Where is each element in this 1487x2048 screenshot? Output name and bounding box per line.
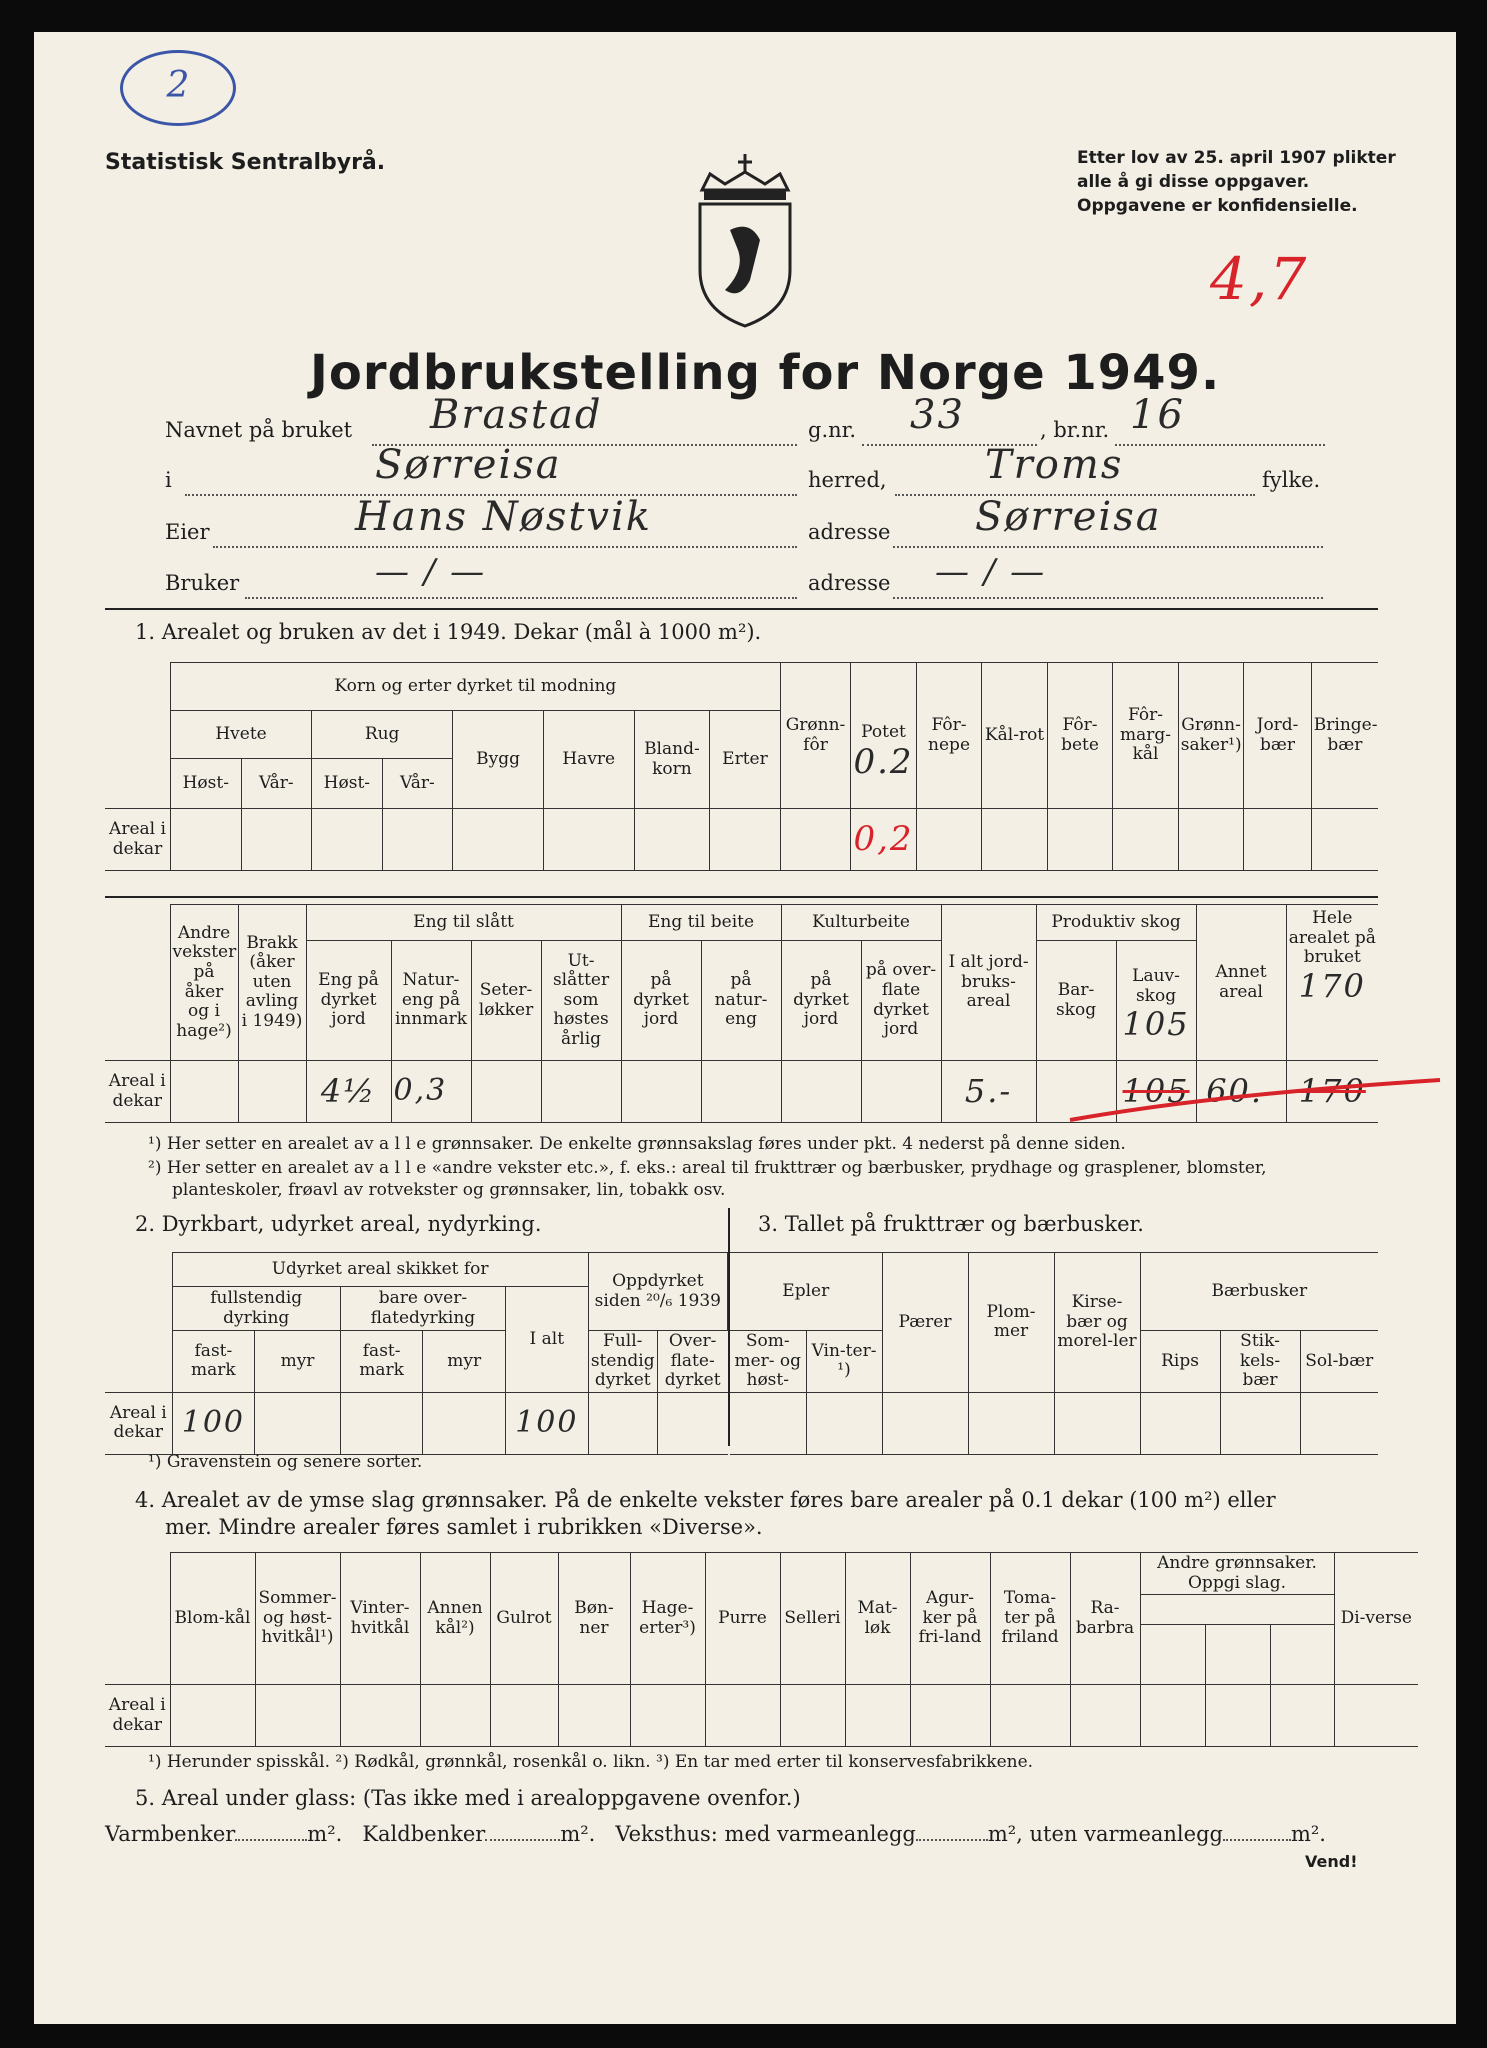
- s1-col-erter: Erter: [710, 711, 781, 809]
- rule-top: [105, 608, 1378, 610]
- s3-epler: Epler: [730, 1253, 882, 1331]
- brnr-value: 16: [1130, 392, 1185, 438]
- s4-col-6: Hage-erter³): [630, 1553, 705, 1685]
- bruker-adresse-line: [893, 597, 1323, 599]
- s4-heading-1: 4. Arealet av de ymse slag grønnsaker. På de enkelte vekster føres bare arealer på 0.1 dekar (100 m²) eller: [135, 1488, 1276, 1512]
- s1-natur-value: [391, 1061, 471, 1123]
- navnet-value: Brastad: [430, 392, 603, 438]
- s1-rug-var: Vår-: [382, 759, 453, 809]
- s1-col-eng-dyrket: Eng på dyrket jord: [306, 941, 391, 1061]
- s1-col-ialt: I alt jord-bruks-areal: [941, 905, 1036, 1061]
- s1-col-kultur-dyrket: på dyrket jord: [781, 941, 861, 1061]
- s5-veksthus-label: Veksthus: med varmeanlegg: [615, 1822, 916, 1846]
- vend-label: Vend!: [1305, 1852, 1358, 1871]
- fn-1: ¹) Her setter en arealet av a l l e grønnsaker. De enkelte grønnsakslag føres under pkt. 4 nederst på denne siden.: [148, 1134, 1126, 1154]
- s1-rug-host: Høst-: [312, 759, 383, 809]
- s1-col-brakk: Brakk (åker uten avling i 1949): [238, 905, 306, 1061]
- s1-table-a: [105, 662, 1378, 871]
- s1-heading: 1. Arealet og bruken av det i 1949. Dekar (mål à 1000 m²).: [135, 620, 762, 644]
- s1-col-bygg: Bygg: [453, 711, 544, 809]
- s4-col-5: Bøn-ner: [558, 1553, 630, 1685]
- s1-rug: Rug: [312, 711, 453, 759]
- s1-col-andre: Andre vekster på åker og i hage²): [170, 905, 238, 1061]
- s1-hele-above: 170: [1298, 966, 1366, 1005]
- s1-col-potet: [851, 663, 917, 809]
- brnr-label: , br.nr.: [1040, 418, 1110, 442]
- s2-oppdyrket: Oppdyrket siden ²⁰/₆ 1939: [588, 1253, 727, 1331]
- s2-table: [105, 1252, 728, 1455]
- s1-col-bringebaer: Bringe-bær: [1311, 663, 1378, 809]
- s1-hele-value-text: 170: [1298, 1072, 1366, 1111]
- s2-col-fastmark-1: fast-mark: [172, 1331, 255, 1393]
- fylke-label: fylke.: [1262, 468, 1321, 492]
- s1-col-blandkorn: Bland-korn: [634, 711, 710, 809]
- s1-eng-value-text: 4½: [320, 1072, 377, 1111]
- s5-kald-label: Kaldbenker: [362, 1822, 486, 1846]
- s3-col-solbaer: Sol-bær: [1300, 1331, 1378, 1393]
- gnr-label: g.nr.: [808, 418, 857, 442]
- bruker-value: — / —: [375, 552, 487, 592]
- s1-col-forbete: Fôr-bete: [1047, 663, 1113, 809]
- bruker-label: Bruker: [165, 571, 240, 595]
- s1-natur-value-text: 0,3: [393, 1073, 448, 1109]
- s1-col-gronnfor: Grønn-fôr: [780, 663, 851, 809]
- s2-fast-value: [172, 1392, 255, 1454]
- fylke-value: Troms: [985, 442, 1124, 488]
- s1-eng-value: [306, 1061, 391, 1123]
- s5-varm-label: Varmbenker: [105, 1822, 236, 1846]
- s1-col-seter: Seter-løkker: [471, 941, 541, 1061]
- s1-col-barskog: Bar-skog: [1036, 941, 1116, 1061]
- s1-col-hele: [1286, 905, 1378, 1061]
- s3-col-rips: Rips: [1140, 1331, 1220, 1393]
- s1-col-jordbaer: Jord-bær: [1244, 663, 1312, 809]
- s2-heading: 2. Dyrkbart, udyrket areal, nydyrking.: [135, 1212, 542, 1236]
- s2-col-fastmark-2: fast-mark: [340, 1331, 423, 1393]
- bruker-adresse-value: — / —: [935, 552, 1047, 592]
- s3-col-plommer: Plom-mer: [968, 1253, 1054, 1393]
- s4-col-3: Annen kål²): [420, 1553, 490, 1685]
- s1-col-kultur-overflate: på over-flate dyrket jord: [861, 941, 941, 1061]
- s1-hvete-var: Vår-: [241, 759, 312, 809]
- s1-col-annet: Annet areal: [1196, 905, 1286, 1061]
- s3-table: [730, 1252, 1378, 1455]
- s3-baerbusker: Bærbusker: [1140, 1253, 1378, 1331]
- fn-2a: ²) Her setter en arealet av a l l e «andre vekster etc.», f. eks.: areal til frukttrær og bærbusker, prydhage og grasplener, blomster,: [148, 1158, 1267, 1178]
- s2-ialt-value: [506, 1392, 589, 1454]
- s1-col-utslatter: Ut-slåtter som høstes årlig: [541, 941, 621, 1061]
- s3-col-paerer: Pærer: [882, 1253, 968, 1393]
- s1-lauv-value-text: 105: [1122, 1072, 1190, 1111]
- s1-ialt-value-text: 5.-: [964, 1072, 1013, 1111]
- s1-col-beite-natur: på natur-eng: [701, 941, 781, 1061]
- law-line-3: Oppgavene er konfidensielle.: [1077, 196, 1358, 216]
- s1-hvete: Hvete: [171, 711, 312, 759]
- s1-lauv-above: 105: [1122, 1005, 1190, 1044]
- s1-col-kalrot: Kål-rot: [982, 663, 1048, 809]
- s1-col-naturang: Natur-eng på innmark: [391, 941, 471, 1061]
- gnr-value: 33: [910, 392, 965, 438]
- s4-col-0: Blom-kål: [170, 1553, 255, 1685]
- eier-adresse-value: Sørreisa: [975, 494, 1162, 540]
- s2-col-ialt: I alt: [506, 1287, 589, 1393]
- s2-fullstendig: fullstendig dyrking: [172, 1287, 340, 1331]
- s4-col-7: Purre: [705, 1553, 780, 1685]
- s3-col-kirsebaer: Kirse-bær og morel-ler: [1054, 1253, 1140, 1393]
- rule-s1-mid: [105, 896, 1378, 898]
- s2-col-over: Over-flate-dyrket: [657, 1331, 727, 1393]
- s1-areal-label-b: Areal i dekar: [105, 1061, 170, 1123]
- eier-value: Hans Nøstvik: [355, 494, 653, 540]
- s4-table: [105, 1552, 1418, 1747]
- eier-label: Eier: [165, 520, 210, 544]
- s4-col-diverse: Di-verse: [1334, 1553, 1418, 1685]
- s4-col-9: Mat-løk: [845, 1553, 910, 1685]
- law-line-1: Etter lov av 25. april 1907 plikter: [1077, 148, 1396, 168]
- navnet-label: Navnet på bruket: [165, 418, 353, 442]
- s1-col-formargkal: Fôr-marg-kål: [1113, 663, 1179, 809]
- s4-col-4: Gulrot: [490, 1553, 558, 1685]
- s4-col-8: Selleri: [780, 1553, 845, 1685]
- s2-udyrket: Udyrket areal skikket for: [172, 1253, 588, 1287]
- s2-ialt-value-text: 100: [515, 1404, 579, 1440]
- s4-heading-2: mer. Mindre arealer føres samlet i rubrikken «Diverse».: [165, 1515, 763, 1539]
- s5-kald-unit: m².: [560, 1822, 596, 1846]
- law-line-2: alle å gi disse oppgaver.: [1077, 172, 1310, 192]
- s5-varm-unit: m².: [307, 1822, 343, 1846]
- s5-heading: 5. Areal under glass: (Tas ikke med i arealoppgavene ovenfor.): [135, 1786, 801, 1810]
- s1-eng-slatt: Eng til slått: [306, 905, 621, 941]
- s1-annet-value-text: 60.-: [1206, 1072, 1276, 1111]
- s1-areal-label-a: Areal i dekar: [105, 809, 171, 871]
- s3-col-vinter: Vin-ter-¹): [806, 1331, 882, 1393]
- s5-row: [105, 1822, 1326, 1846]
- s4-col-2: Vinter-hvitkål: [340, 1553, 420, 1685]
- s1-col-gronnsaker: Grønn-saker¹): [1178, 663, 1244, 809]
- fn-4: ¹) Herunder spisskål. ²) Rødkål, grønnkål, rosenkål o. likn. ³) En tar med erter til konservesfabrikkene.: [148, 1752, 1034, 1772]
- archive-stamp: [120, 50, 236, 126]
- red-number: 4,7: [1210, 245, 1309, 313]
- law-notice: [1077, 146, 1396, 218]
- s2-col-myr-1: myr: [255, 1331, 341, 1393]
- s5-uten-unit: m².: [1290, 1822, 1326, 1846]
- fn-2b: planteskoler, frøavl av rotvekster og grønnsaker, lin, tobakk osv.: [172, 1180, 726, 1200]
- s4-col-1: Sommer-og høst-hvitkål¹): [255, 1553, 340, 1685]
- s3-heading: 3. Tallet på frukttrær og bærbusker.: [758, 1212, 1144, 1236]
- s2-col-myr-2: myr: [423, 1331, 506, 1393]
- s2-areal-label: Areal i dekar: [105, 1392, 172, 1454]
- red-strikethrough-icon: [1060, 1065, 1450, 1135]
- brnr-line: [1115, 444, 1325, 446]
- s1-potet-value: 0.2: [853, 741, 914, 782]
- s1-korn-header: Korn og erter dyrket til modning: [171, 663, 781, 711]
- s4-areal-label: Areal i dekar: [105, 1685, 170, 1747]
- s1-potet-areal: [851, 809, 917, 871]
- s5-uten-label: m², uten varmeanlegg: [987, 1822, 1223, 1846]
- s1-ialt-value: [941, 1061, 1036, 1123]
- s4-col-12: Ra-barbra: [1070, 1553, 1140, 1685]
- eier-line: [213, 546, 797, 548]
- stamp-number: 2: [166, 65, 190, 106]
- eier-adresse-label: adresse: [808, 520, 891, 544]
- s2-col-full: Full-stendig dyrket: [588, 1331, 657, 1393]
- s3-col-stikkels: Stik-kels-bær: [1220, 1331, 1300, 1393]
- s4-col-11: Toma-ter på friland: [990, 1553, 1070, 1685]
- fn-3: ¹) Gravenstein og senere sorter.: [148, 1452, 423, 1472]
- eier-adresse-line: [893, 546, 1323, 548]
- s2-bare: bare over-flatedyrking: [340, 1287, 505, 1331]
- s1-col-lauvskog: [1116, 941, 1196, 1061]
- i-label: i: [165, 468, 172, 492]
- s4-col-10: Agur-ker på fri-land: [910, 1553, 990, 1685]
- s1-potet-red-value: 0,2: [853, 818, 914, 859]
- s1-col-havre: Havre: [543, 711, 634, 809]
- s2-fast-value-text: 100: [181, 1404, 246, 1440]
- s1-potet-label: Potet: [861, 722, 906, 742]
- org-name: Statistisk Sentralbyrå.: [105, 150, 386, 175]
- s1-hvete-host: Høst-: [171, 759, 242, 809]
- s1-eng-beite: Eng til beite: [621, 905, 781, 941]
- s1-col-fornepe: Fôr-nepe: [916, 663, 982, 809]
- s1-kulturbeite: Kulturbeite: [781, 905, 941, 941]
- bruker-adresse-label: adresse: [808, 571, 891, 595]
- s1-prod-skog: Produktiv skog: [1036, 905, 1196, 941]
- coat-of-arms-icon: [690, 150, 800, 330]
- herred-label: herred,: [808, 468, 887, 492]
- page-title: Jordbrukstelling for Norge 1949.: [310, 345, 1221, 401]
- bruker-line: [245, 597, 797, 599]
- s1-col-beite-dyrket: på dyrket jord: [621, 941, 701, 1061]
- s4-andre: Andre grønnsaker. Oppgi slag.: [1140, 1553, 1334, 1595]
- s1-hele-label: Hele arealet på bruket: [1288, 908, 1376, 968]
- herred-value: Sørreisa: [375, 442, 562, 488]
- s1-lauvskog-label: Lauv-skog: [1132, 966, 1180, 1006]
- s3-col-sommer: Som-mer- og høst-: [730, 1331, 806, 1393]
